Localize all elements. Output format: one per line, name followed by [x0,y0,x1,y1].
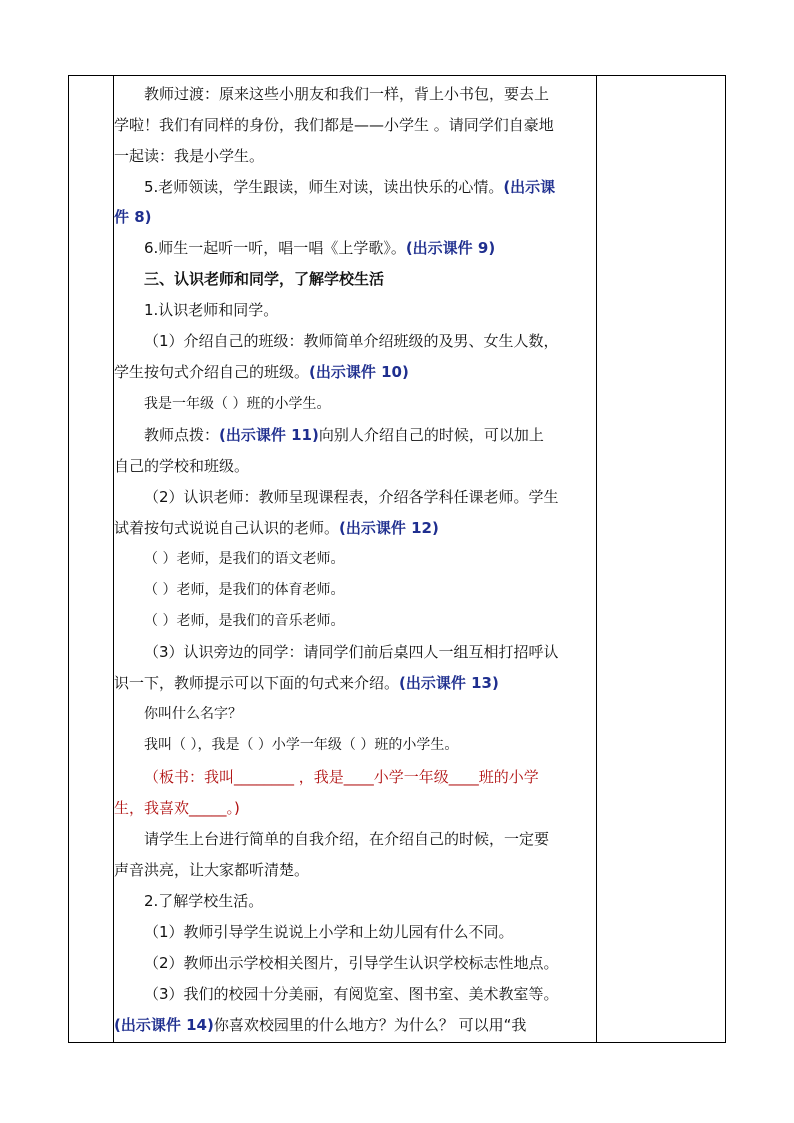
text-line: （1）介绍自己的班级：教师简单介绍班级的及男、女生人数， [144,332,559,350]
sentence-pattern: 你叫什么名字？ [144,706,242,722]
text-line: 一起读：我是小学生。 [114,147,265,165]
text-line: （3）认识旁边的同学：请同学们前后桌四人一组互相打招呼认 [144,643,559,661]
blackboard-note: （板书：我叫________ ，我是____小学一年级____班的小学 [144,768,539,786]
text-line: 5.老师领读，学生跟读，师生对读，读出快乐的心情。(出示课 [144,178,556,196]
text-line: 1.认识老师和同学。 [144,301,279,319]
text-line: 声音洪亮，让大家都听清楚。 [114,861,310,879]
sentence-pattern: 我是一年级（ ）班的小学生。 [144,396,331,412]
section-heading: 三、认识老师和同学，了解学校生活 [144,270,385,288]
text-line: （2）认识老师：教师呈现课程表，介绍各学科任课老师。学生 [144,488,559,506]
sentence-pattern: （ ）老师，是我们的体育老师。 [144,582,345,598]
text-line: (出示课件 14)你喜欢校园里的什么地方？为什么？ 可以用“我 [114,1016,527,1034]
text-line: （3）我们的校园十分美丽，有阅览室、图书室、美术教室等。 [144,985,559,1003]
text-line: 自己的学校和班级。 [114,457,250,475]
text-line: 教师点拨：(出示课件 11)向别人介绍自己的时候，可以加上 [144,426,544,444]
text-line: 6.师生一起听一听，唱一唱《上学歌》。(出示课件 9) [144,239,496,257]
text-line: （2）教师出示学校相关图片，引导学生认识学校标志性地点。 [144,954,559,972]
sentence-pattern: 我叫（ ），我是（ ）小学一年级（ ）班的小学生。 [144,737,459,753]
text-line: 请学生上台进行简单的自我介绍，在介绍自己的时候，一定要 [144,830,550,848]
text-line: 试着按句式说说自己认识的老师。(出示课件 12) [114,519,439,537]
text-line: （1）教师引导学生说说上小学和上幼儿园有什么不同。 [144,923,514,941]
text-line: 教师过渡：原来这些小朋友和我们一样，背上小书包，要去上 [144,85,550,103]
text-line: 学生按句式介绍自己的班级。(出示课件 10) [114,363,409,381]
text-line: 件 8) [114,208,152,226]
text-line: 识一下，教师提示可以下面的句式来介绍。(出示课件 13) [114,674,499,692]
column-divider-right [596,76,597,1042]
text-line: 2.了解学校生活。 [144,892,264,910]
text-line: 学啦！我们有同样的身份，我们都是——小学生 。请同学们自豪地 [114,116,554,134]
sentence-pattern: （ ）老师，是我们的语文老师。 [144,551,345,567]
sentence-pattern: （ ）老师，是我们的音乐老师。 [144,613,345,629]
blackboard-note: 生，我喜欢_____。) [114,799,240,817]
